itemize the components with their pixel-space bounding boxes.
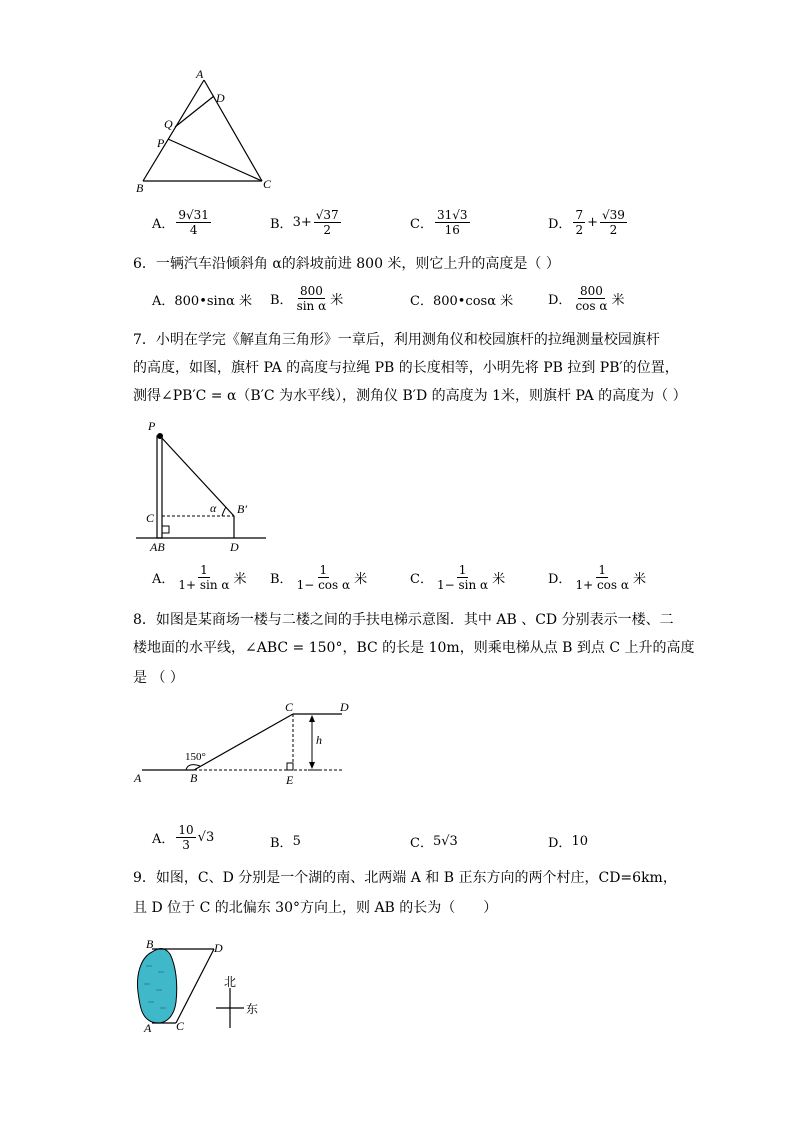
q8-option-a[interactable]: A． $\frac{10}{3}$ √3 <box>152 823 215 852</box>
q8-stem-line1: 8．如图是某商场一楼与二楼之间的手扶电梯示意图．其中 AB 、CD 分别表示一楼、二 <box>133 612 674 628</box>
q7-label-alpha: α <box>210 501 217 515</box>
q5-label-A: A <box>196 68 204 81</box>
q8-label-h: h <box>316 733 322 747</box>
q7-stem-line2: 的高度，如图，旗杆 PA 的高度与拉绳 PB 的长度相等，小明先将 PB 拉到 PB′的位置， <box>133 360 679 376</box>
q8-option-b[interactable]: B． 5 <box>270 834 301 851</box>
q9-stem-line1: 9．如图，C、D 分别是一个湖的南、北两端 A 和 B 正东方向的两个村庄，CD=6km， <box>133 870 677 886</box>
q8-option-d[interactable]: D． 10 <box>548 834 588 851</box>
q7-flagpole-figure <box>130 414 280 554</box>
q8-stem-line3: 是 （ ） <box>133 670 184 686</box>
q5-label-P: P <box>157 136 165 150</box>
q7-stem-line3: 测得∠PB′C = α（B′C 为水平线），测角仪 B′D 的高度为 1米，则旗杆 PA 的高度为（ ） <box>133 388 687 404</box>
q5-option-c[interactable]: C． $\frac{31√3}{16}$ <box>410 208 468 237</box>
q5-option-d[interactable]: D． $\frac{7}{2}$ + $\frac{√39}{2}$ <box>548 208 625 237</box>
q8-label-B: B <box>190 771 198 785</box>
q7-stem-line1: 7．小明在学完《解直角三角形》一章后，利用测角仪和校园旗杆的拉绳测量校园旗杆 <box>133 332 660 348</box>
north-label: 北 <box>224 975 237 989</box>
q7-label-D: D <box>230 540 239 554</box>
q9-lake-figure <box>130 936 280 1040</box>
q9-label-D: D <box>214 941 223 955</box>
q5-option-a[interactable]: A． $\frac{9√31}{4}$ <box>152 208 209 237</box>
q7-option-d[interactable]: D． $\frac{1}{\text{1+ cos α}}$ 米 <box>548 563 646 592</box>
q7-label-P: P <box>148 419 156 433</box>
q7-option-a[interactable]: A． $\frac{1}{\text{1+ sin α}}$ 米 <box>152 563 247 592</box>
q5-triangle-figure <box>130 68 280 198</box>
q8-label-D: D <box>340 700 349 714</box>
q7-option-c[interactable]: C． $\frac{1}{\text{1− sin α}}$ 米 <box>410 563 506 592</box>
q5-label-C: C <box>263 177 272 191</box>
q8-label-E: E <box>286 773 294 787</box>
q6-option-a[interactable]: A． 800•sinα 米 <box>152 294 252 309</box>
q8-label-A: A <box>134 771 142 785</box>
q6-stem: 6．一辆汽车沿倾斜角 α的斜坡前进 800 米，则它上升的高度是（ ） <box>133 256 560 272</box>
q5-label-D: D <box>216 91 225 105</box>
q9-stem-line2: 且 D 位于 C 的北偏东 30°方向上，则 AB 的长为（ ） <box>133 900 498 916</box>
q8-stem-line2: 楼地面的水平线，∠ABC = 150°，BC 的长是 10m，则乘电梯从点 B 到点 C 上升的高度 <box>133 640 695 656</box>
q9-label-B: B <box>146 937 154 951</box>
q7-label-C: C <box>146 511 155 525</box>
q9-label-C: C <box>176 1019 185 1033</box>
q8-option-c[interactable]: C． 5√3 <box>410 834 458 851</box>
east-label: 东 <box>246 1002 259 1016</box>
q5-option-b[interactable]: B． 3+ $\frac{√37}{2}$ <box>270 208 339 237</box>
q9-label-A: A <box>144 1021 152 1035</box>
q7-label-Bprime: B′ <box>237 502 247 516</box>
q6-option-b[interactable]: B． $\frac{800}{\text{sin α}}$ 米 <box>270 284 344 313</box>
q6-option-c[interactable]: C． 800•cosα 米 <box>410 294 514 309</box>
q8-escalator-figure <box>130 698 360 790</box>
q7-label-AB: AB <box>150 540 165 554</box>
q8-label-C: C <box>285 700 294 714</box>
q5-label-Q: Q <box>164 117 173 131</box>
q7-option-b[interactable]: B． $\frac{1}{\text{1− cos α}}$ 米 <box>270 563 368 592</box>
q5-label-B: B <box>136 181 144 195</box>
q8-label-angle: 150° <box>185 751 206 763</box>
lake-shape <box>138 949 177 1024</box>
q6-option-d[interactable]: D． $\frac{800}{\text{cos α}}$ 米 <box>548 284 625 313</box>
